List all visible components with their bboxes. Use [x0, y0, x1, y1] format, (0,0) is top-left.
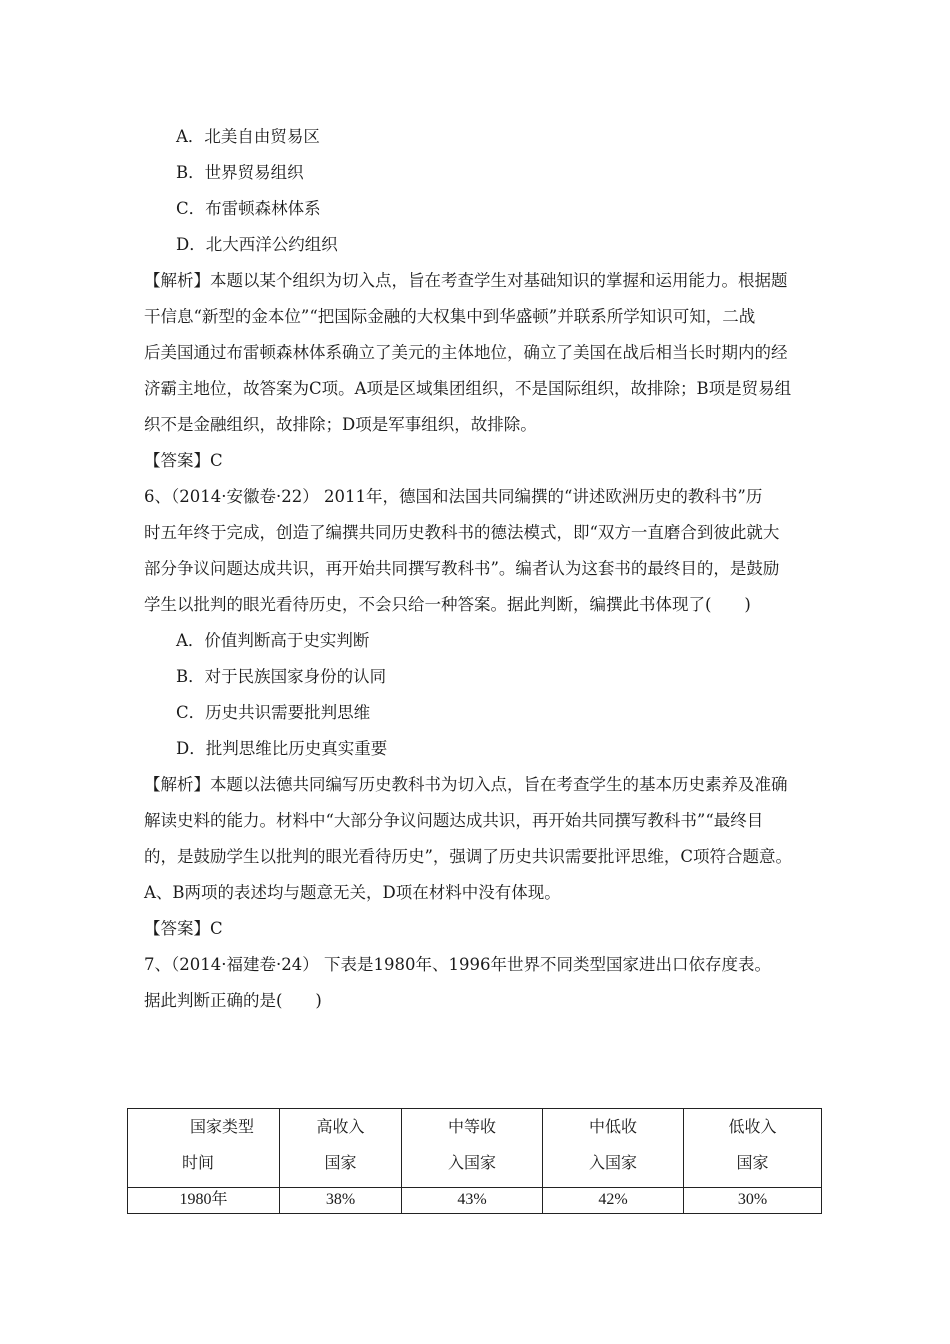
table-cell	[280, 1187, 402, 1213]
header-line: 入国家	[588, 1155, 637, 1172]
q6-stem-line: 部分争议问题达成共识，再开始共同撰写教科书”。编者认为这套书的最终目的，是鼓励	[144, 559, 780, 578]
q6-option-b: B．对于民族国家身份的认同	[176, 667, 387, 686]
q6-analysis-line: 【解析】本题以法德共同编写历史教科书为切入点，旨在考查学生的基本历史素养及准确	[144, 775, 788, 794]
q6-analysis-line: A、B两项的表述均与题意无关，D项在材料中没有体现。	[144, 883, 561, 902]
table-year-cell	[128, 1187, 280, 1213]
q5-analysis-line: 济霸主地位，故答案为C项。A项是区域集团组织，不是国际组织，故排除；B项是贸易组	[144, 379, 792, 398]
table-cell	[402, 1187, 543, 1213]
header-line: 国家	[324, 1155, 357, 1172]
header-line: 国家	[736, 1155, 769, 1172]
table-header-cell	[402, 1109, 543, 1187]
header-line: 高收入	[316, 1119, 365, 1136]
q6-analysis-line: 的，是鼓励学生以批判的眼光看待历史”，强调了历史共识需要批评思维，C项符合题意。	[144, 847, 793, 866]
table-header-cell	[543, 1109, 684, 1187]
header-line: 中低收	[588, 1119, 637, 1136]
q6-analysis-line: 解读史料的能力。材料中“大部分争议问题达成共识，再开始共同撰写教科书”“最终目	[144, 811, 764, 830]
table-header-row	[128, 1109, 821, 1188]
table-row	[128, 1187, 821, 1213]
q5-analysis-line: 织不是金融组织，故排除；D项是军事组织，故排除。	[144, 415, 537, 434]
q6-stem-line: 6、（2014·安徽卷·22） 2011年，德国和法国共同编撰的“讲述欧洲历史的教科书”历	[144, 487, 763, 506]
q7-stem-line: 据此判断正确的是( )	[144, 991, 322, 1010]
table-corner-cell	[128, 1109, 280, 1187]
q5-answer: 【答案】C	[144, 451, 223, 470]
cell-value: 1980年	[179, 1191, 228, 1208]
corner-top-label: 国家类型	[190, 1119, 255, 1136]
table-header-cell	[280, 1109, 402, 1187]
cell-value: 30%	[737, 1191, 768, 1208]
q6-option-c: C．历史共识需要批判思维	[176, 703, 371, 722]
q7-stem-line: 7、（2014·福建卷·24） 下表是1980年、1996年世界不同类型国家进出口依存度表。	[144, 955, 771, 974]
q5-analysis-line: 干信息“新型的金本位”“把国际金融的大权集中到华盛顿”并联系所学知识可知，二战	[144, 307, 756, 326]
dependency-table	[127, 1108, 822, 1214]
cell-value: 38%	[325, 1191, 356, 1208]
q5-analysis-line: 【解析】本题以某个组织为切入点，旨在考查学生对基础知识的掌握和运用能力。根据题	[144, 271, 788, 290]
cell-value: 43%	[457, 1191, 487, 1208]
q6-answer: 【答案】C	[144, 919, 223, 938]
table-cell	[543, 1187, 684, 1213]
q6-option-d: D．批判思维比历史真实重要	[176, 739, 388, 758]
header-line: 入国家	[447, 1155, 496, 1172]
q5-option-d: D．北大西洋公约组织	[176, 235, 338, 254]
corner-bottom-label: 时间	[182, 1155, 215, 1172]
header-line: 低收入	[728, 1119, 777, 1136]
q6-option-a: A．价值判断高于史实判断	[176, 631, 370, 650]
q5-option-a: A．北美自由贸易区	[176, 127, 320, 146]
q5-analysis-line: 后美国通过布雷顿森林体系确立了美元的主体地位，确立了美国在战后相当长时期内的经	[144, 343, 788, 362]
q5-option-b: B．世界贸易组织	[176, 163, 304, 182]
q6-stem-line: 学生以批判的眼光看待历史，不会只给一种答案。据此判断，编撰此书体现了( )	[144, 595, 751, 614]
header-line: 中等收	[447, 1119, 496, 1136]
q6-stem-line: 时五年终于完成，创造了编撰共同历史教科书的德法模式，即“双方一直磨合到彼此就大	[144, 523, 780, 542]
table-header-cell	[684, 1109, 821, 1187]
q5-option-c: C．布雷顿森林体系	[176, 199, 321, 218]
cell-value: 42%	[598, 1191, 628, 1208]
table-cell	[684, 1187, 821, 1213]
